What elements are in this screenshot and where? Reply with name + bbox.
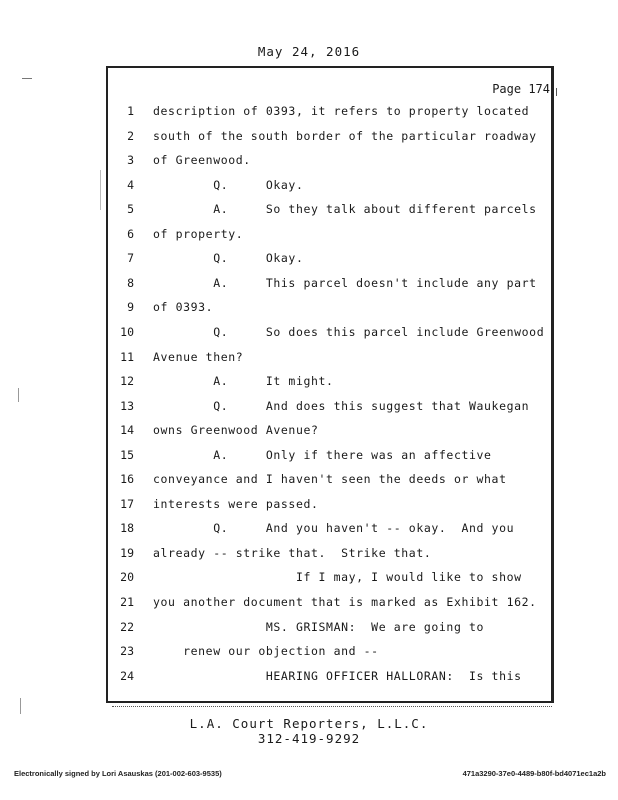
line-number: 12 — [120, 374, 134, 389]
line-number: 4 — [127, 177, 134, 192]
transcript-line: owns Greenwood Avenue? — [153, 423, 319, 438]
line-number: 10 — [120, 324, 134, 339]
footer-company: L.A. Court Reporters, L.L.C. — [189, 716, 429, 731]
footer-phone: 312-419-9292 — [257, 731, 361, 746]
line-number: 2 — [127, 128, 134, 143]
scan-speck — [22, 78, 32, 79]
transcript-line: you another document that is marked as Exhibit 162. — [153, 595, 537, 609]
line-number: 24 — [120, 668, 134, 683]
line-number: 16 — [120, 472, 134, 487]
document-hash: 471a3290-37e0-4489-b80f-bd4071ec1a2b — [462, 769, 606, 778]
scan-speck — [100, 170, 101, 210]
transcript-line: A. So they talk about different parcels — [153, 202, 537, 217]
header-date: May 24, 2016 — [257, 44, 361, 59]
line-number: 21 — [120, 595, 134, 609]
line-number: 3 — [127, 153, 134, 168]
transcript-line: interests were passed. — [153, 496, 319, 511]
transcript-line: Avenue then? — [153, 349, 244, 364]
line-number: 9 — [127, 300, 134, 315]
line-number: 18 — [120, 521, 134, 536]
line-number: 8 — [127, 275, 134, 290]
line-number: 20 — [120, 570, 134, 585]
frame-right-border — [551, 66, 554, 703]
transcript-line: of property. — [153, 226, 244, 241]
transcript-line: already -- strike that. Strike that. — [153, 545, 432, 560]
transcript-line: A. It might. — [153, 374, 334, 389]
line-number: 13 — [120, 398, 134, 413]
transcript-line: Q. Okay. — [153, 177, 304, 192]
line-number: 22 — [120, 619, 134, 634]
transcript-line: A. Only if there was an affective — [153, 447, 492, 462]
transcript-line: HEARING OFFICER HALLORAN: Is this — [153, 668, 522, 683]
transcript-line: description of 0393, it refers to property located — [153, 104, 530, 118]
transcript-line: MS. GRISMAN: We are going to — [153, 619, 485, 634]
line-number: 19 — [120, 545, 134, 560]
page-number-label: Page 174 — [492, 82, 550, 96]
transcript-line: Q. And does this suggest that Waukegan — [153, 398, 530, 413]
transcript-line: of 0393. — [153, 300, 214, 315]
line-number: 6 — [127, 226, 134, 241]
line-number: 1 — [127, 104, 134, 118]
scan-speck — [18, 388, 19, 402]
transcript-line: If I may, I would like to show — [153, 570, 522, 585]
line-number: 7 — [127, 251, 134, 266]
line-number: 17 — [120, 496, 134, 511]
transcript-line: of Greenwood. — [153, 153, 251, 168]
line-number: 5 — [127, 202, 134, 217]
transcript-line: Q. And you haven't -- okay. And you — [153, 521, 515, 536]
transcript-line: Q. So does this parcel include Greenwood — [153, 324, 545, 339]
transcript-line: conveyance and I haven't seen the deeds or what — [153, 472, 507, 487]
electronic-signature-note: Electronically signed by Lori Asauskas (201-002-603-9535) — [14, 769, 222, 778]
transcript-line: A. This parcel doesn't include any part — [153, 275, 537, 290]
transcript-line: renew our objection and -- — [153, 644, 379, 659]
line-number: 11 — [120, 349, 134, 364]
line-number: 23 — [120, 644, 134, 659]
line-number: 15 — [120, 447, 134, 462]
scan-speck — [20, 698, 21, 714]
scan-speck — [556, 88, 557, 96]
line-number: 14 — [120, 423, 134, 438]
transcript-line: Q. Okay. — [153, 251, 304, 266]
frame-bottom-dotted-line — [112, 706, 552, 708]
transcript-line: south of the south border of the particular roadway — [153, 128, 537, 143]
